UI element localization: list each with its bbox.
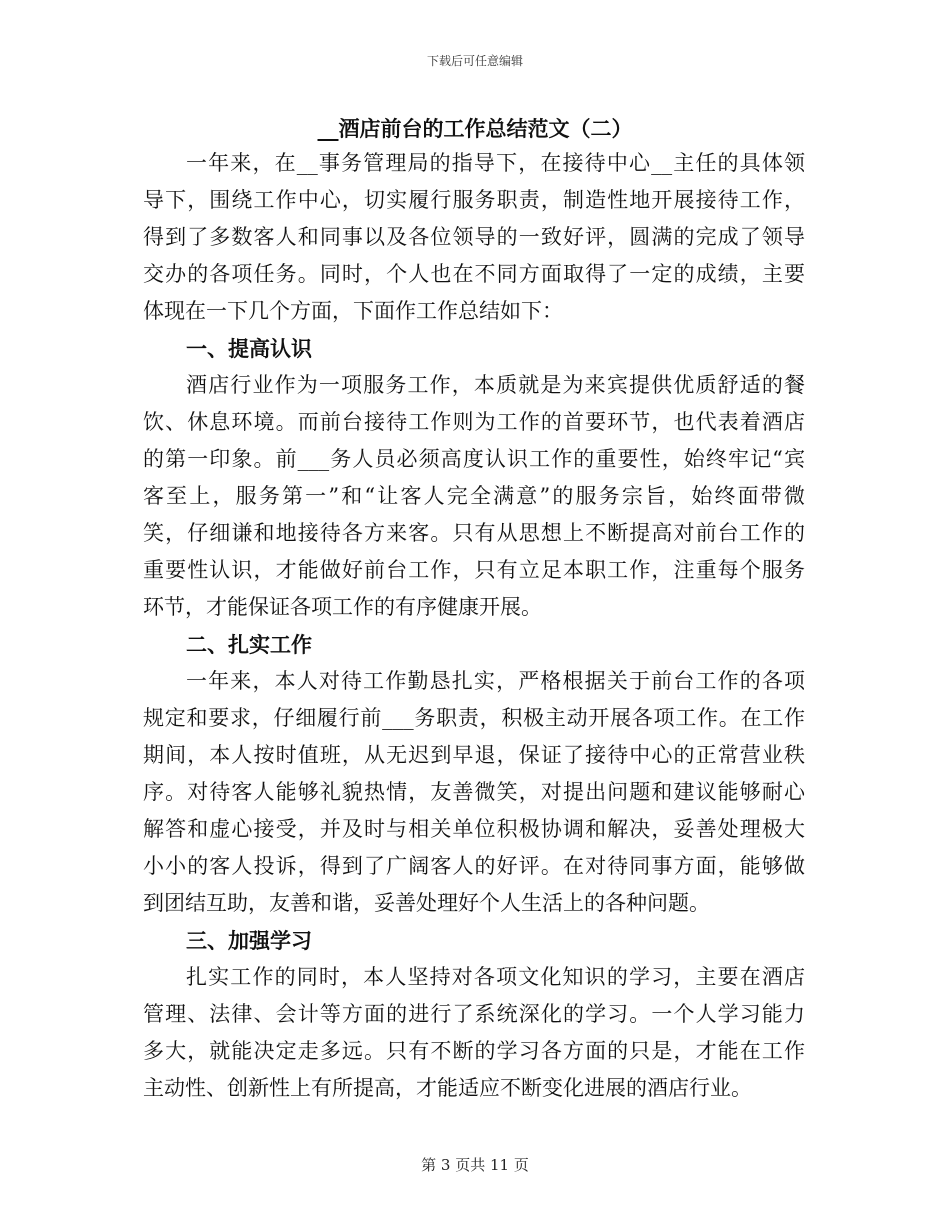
section-heading-2: 二、扎实工作 xyxy=(186,632,312,657)
paragraph-line: 小小的客人投诉，得到了广阔客人的好评。在对待同事方面，能够做 xyxy=(143,854,805,878)
paragraph-line: 客至上，服务第一”和“让客人完全满意”的服务宗旨，始终面带微 xyxy=(143,484,805,508)
section-heading-3: 三、加强学习 xyxy=(186,928,312,953)
document-title: __酒店前台的工作总结范文（二） xyxy=(317,116,633,141)
paragraph-line: 重要性认识，才能做好前台工作，只有立足本职工作，注重每个服务 xyxy=(143,558,805,582)
paragraph-intro xyxy=(143,145,805,330)
paragraph-line: 交办的各项任务。同时，个人也在不同方面取得了一定的成绩，主要 xyxy=(143,262,805,286)
page-header: 下载后可任意编辑 xyxy=(426,54,523,68)
paragraph-line: 主动性、创新性上有所提高，才能适应不断变化进展的酒店行业。 xyxy=(143,1076,752,1100)
paragraph-line: 导下，围绕工作中心，切实履行服务职责，制造性地开展接待工作， xyxy=(143,188,805,212)
paragraph-line: 序。对待客人能够礼貌热情，友善微笑，对提出问题和建议能够耐心 xyxy=(143,780,805,804)
paragraph-section-2 xyxy=(143,663,805,922)
paragraph-line: 一年来，在__事务管理局的指导下，在接待中心__主任的具体领 xyxy=(186,151,805,175)
page-number-footer: 第 3 页共 11 页 xyxy=(421,1156,529,1174)
paragraph-line: 得到了多数客人和同事以及各位领导的一致好评，圆满的完成了领导 xyxy=(143,225,805,249)
paragraph-line: 解答和虚心接受，并及时与相关单位积极协调和解决，妥善处理极大 xyxy=(143,817,805,841)
paragraph-line: 规定和要求，仔细履行前___务职责，积极主动开展各项工作。在工作 xyxy=(143,706,805,730)
paragraph-section-3 xyxy=(143,959,805,1107)
paragraph-line: 多大，就能决定走多远。只有不断的学习各方面的只是，才能在工作 xyxy=(143,1039,805,1063)
document-body xyxy=(143,145,805,1107)
paragraph-line: 环节，才能保证各项工作的有序健康开展。 xyxy=(143,595,542,619)
paragraph-line: 期间，本人按时值班，从无迟到早退，保证了接待中心的正常营业秩 xyxy=(143,743,805,767)
paragraph-line: 酒店行业作为一项服务工作，本质就是为来宾提供优质舒适的餐 xyxy=(186,373,805,397)
paragraph-section-1 xyxy=(143,367,805,626)
paragraph-line: 饮、休息环境。而前台接待工作则为工作的首要环节，也代表着酒店 xyxy=(143,410,805,434)
paragraph-line: 一年来，本人对待工作勤恳扎实，严格根据关于前台工作的各项 xyxy=(186,669,805,693)
section-heading-1: 一、提高认识 xyxy=(186,336,312,361)
paragraph-line: 扎实工作的同时，本人坚持对各项文化知识的学习，主要在酒店 xyxy=(186,965,805,989)
paragraph-line: 体现在一下几个方面，下面作工作总结如下： xyxy=(143,299,563,323)
paragraph-line: 的第一印象。前___务人员必须高度认识工作的重要性，始终牢记“宾 xyxy=(143,447,805,471)
paragraph-line: 到团结互助，友善和谐，妥善处理好个人生活上的各种问题。 xyxy=(143,891,710,915)
paragraph-line: 管理、法律、会计等方面的进行了系统深化的学习。一个人学习能力 xyxy=(143,1002,805,1026)
paragraph-line: 笑，仔细谦和地接待各方来客。只有从思想上不断提高对前台工作的 xyxy=(143,521,805,545)
